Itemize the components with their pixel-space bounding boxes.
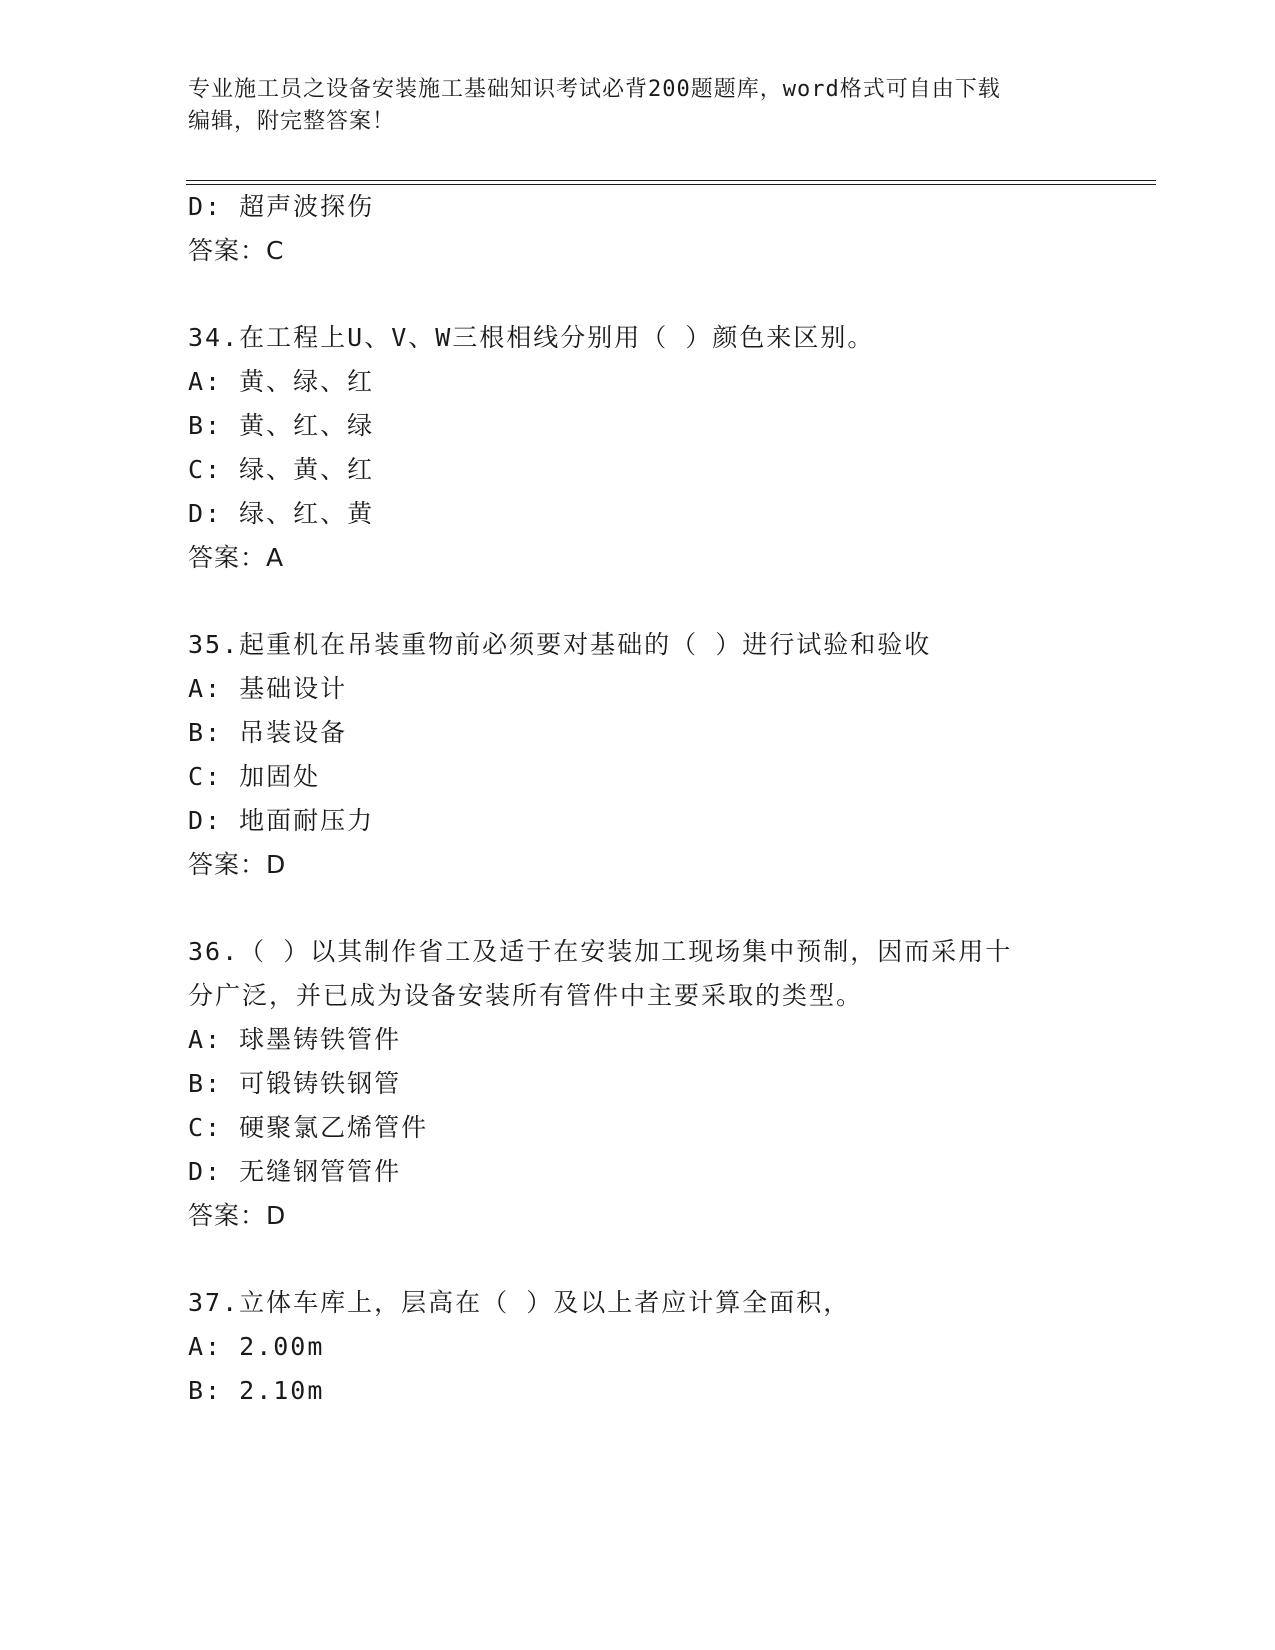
q37-stem: 37.立体车库上，层高在（ ）及以上者应计算全面积，: [188, 1288, 851, 1317]
q34-answer: 答案：A: [188, 543, 285, 572]
header-line-1: 专业施工员之设备安装施工基础知识考试必背200题题库，word格式可自由下载: [188, 77, 1001, 102]
q35-stem: 35.起重机在吊装重物前必须要对基础的（ ）进行试验和验收: [188, 630, 932, 659]
q34-option-a: A: 黄、绿、红: [188, 367, 375, 396]
q35-answer: 答案：D: [188, 850, 287, 879]
q36-option-c: C: 硬聚氯乙烯管件: [188, 1113, 429, 1142]
document-header: [188, 74, 1088, 138]
q36-option-a: A: 球墨铸铁管件: [188, 1025, 402, 1054]
q37-option-a: A: 2.00m: [188, 1332, 325, 1361]
q35-option-a: A: 基础设计: [188, 674, 348, 703]
prev-answer: 答案：C: [188, 236, 285, 265]
header-line-2: 编辑，附完整答案！: [188, 109, 396, 134]
prev-option-d: D: 超声波探伤: [188, 192, 375, 221]
q36-stem-line-1: 36.（ ）以其制作省工及适于在安装加工现场集中预制，因而采用十: [188, 937, 1013, 966]
q35-option-b: B: 吊装设备: [188, 718, 348, 747]
q34-option-c: C: 绿、黄、红: [188, 455, 375, 484]
header-rule-top: [186, 180, 1156, 181]
q35-option-d: D: 地面耐压力: [188, 806, 375, 835]
q35-option-c: C: 加固处: [188, 762, 321, 791]
q36-option-b: B: 可锻铸铁钢管: [188, 1069, 402, 1098]
header-rule-bottom: [186, 184, 1156, 185]
q36-answer: 答案：D: [188, 1201, 287, 1230]
q34-option-b: B: 黄、红、绿: [188, 411, 375, 440]
q34-stem: 34.在工程上U、V、W三根相线分别用（ ）颜色来区别。: [188, 323, 875, 352]
q36-stem-line-2: 分广泛，并已成为设备安装所有管件中主要采取的类型。: [188, 981, 864, 1010]
q37-option-b: B: 2.10m: [188, 1376, 325, 1405]
q36-option-d: D: 无缝钢管管件: [188, 1157, 402, 1186]
q34-option-d: D: 绿、红、黄: [188, 499, 375, 528]
